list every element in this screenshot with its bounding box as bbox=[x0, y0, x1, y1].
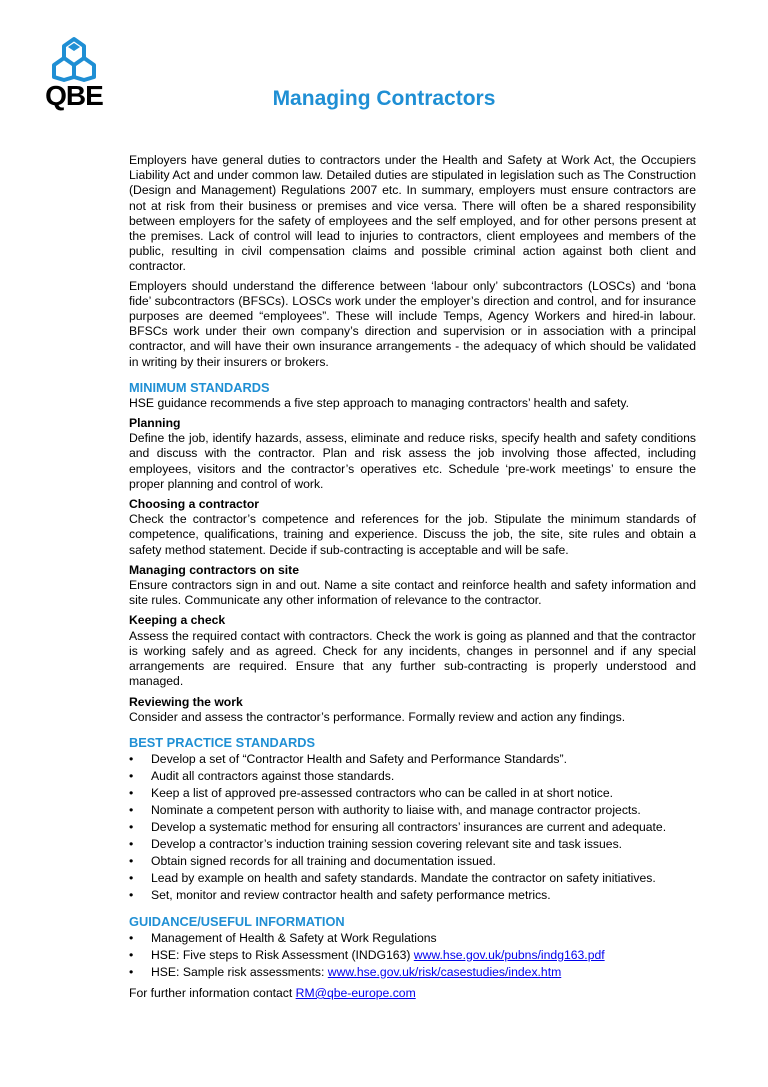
step-text: Consider and assess the contractor’s performance. Formally review and action any findings. bbox=[129, 709, 626, 724]
intro-paragraph: Employers have general duties to contractors under the Health and Safety at Work Act, the Occupiers Liability Act and under common law. Detailed duties are stipulated in legislation such as The Construction (Design and Management) Regulations 2007 etc. In summary, employers must ensure contractors are not at risk from their business or premises and vice versa. There will often be a shared responsibility between employers for the safety of employees and the self employed, and for other persons present at the premises. Lack of control will lead to injuries to contractors, client employees and members of the public, resulting in civil compensation claims and possible criminal action against both client and contractor. bbox=[129, 153, 696, 274]
step-text: Define the job, identify hazards, assess, eliminate and reduce risks, specify health and safety conditions and discuss with the contractor. Plan and risk assess the job involving those affected, including employees, visitors and the contractor’s operatives etc. Schedule ‘pre-work meetings’ to ensure the proper planning and control of work. bbox=[129, 431, 696, 491]
step-title: Keeping a check bbox=[129, 613, 226, 628]
minimum-lead: HSE guidance recommends a five step approach to managing contractors’ health and safety. bbox=[129, 395, 629, 410]
list-item: • Develop a systematic method for ensuring all contractors’ insurances are current and adequate. bbox=[129, 819, 696, 836]
qbe-logo-mark-icon bbox=[40, 36, 108, 82]
list-item: • Lead by example on health and safety standards. Mandate the contractor on safety initiatives. bbox=[129, 870, 696, 887]
list-item: • Develop a set of “Contractor Health and Safety and Performance Standards”. bbox=[129, 751, 696, 768]
list-item: • Audit all contractors against those standards. bbox=[129, 768, 696, 785]
contact-line bbox=[129, 985, 696, 1002]
list-item: • Nominate a competent person with authority to liaise with, and manage contractor projects. bbox=[129, 802, 696, 819]
case-studies-link[interactable]: www.hse.gov.uk/risk/casestudies/index.htm bbox=[327, 964, 562, 979]
list-item: • Obtain signed records for all training and documentation issued. bbox=[129, 853, 696, 870]
step-text: Check the contractor’s competence and references for the job. Stipulate the minimum standards of competence, qualifications, training and experience. Discuss the job, the site, site rules and obtain a safety method statement. Decide if sub-contracting is acceptable and will be safe. bbox=[129, 512, 696, 557]
step-title: Managing contractors on site bbox=[129, 562, 299, 577]
page-title: Managing Contractors bbox=[272, 87, 496, 110]
guidance-text: HSE: Five steps to Risk Assessment (INDG163) bbox=[151, 947, 414, 962]
contact-text: For further information contact bbox=[129, 985, 296, 1000]
list-item: • Develop a contractor’s induction training session covering relevant site and task issues. bbox=[129, 836, 696, 853]
guidance-text: Management of Health & Safety at Work Regulations bbox=[151, 930, 437, 945]
list-item bbox=[129, 930, 696, 947]
list-item bbox=[129, 964, 696, 981]
document-body bbox=[129, 153, 696, 1002]
list-item: • Set, monitor and review contractor health and safety performance metrics. bbox=[129, 887, 696, 904]
step-text: Assess the required contact with contractors. Check the work is going as planned and that the contractor is working safely and as agreed. Check for any incidents, changes in personnel and if any special arrangements are required. Ensure that any further sub-contracting is properly understood and managed. bbox=[129, 628, 696, 689]
section-heading-minimum: MINIMUM STANDARDS bbox=[129, 379, 270, 395]
list-item bbox=[129, 947, 696, 964]
guidance-list bbox=[129, 930, 696, 981]
contact-email-link[interactable]: RM@qbe-europe.com bbox=[295, 985, 416, 1000]
intro-paragraph: Employers should understand the difference between ‘labour only’ subcontractors (LOSCs) and ‘bona fide’ subcontractors (BFSCs). LOSCs work under the employer’s direction and control, and for insurance purposes are deemed “employees”. These will include Temps, Agency Workers and hired-in labour. BFSCs work under their own company’s direction and supervision or in association with a principal contractor, and will have their own insurance arrangements - the adequacy of which should be validated in writing by their insurers or brokers. bbox=[129, 278, 696, 369]
step-title: Choosing a contractor bbox=[129, 497, 260, 512]
step-title: Reviewing the work bbox=[129, 694, 243, 709]
section-heading-best-practice: BEST PRACTICE STANDARDS bbox=[129, 734, 316, 750]
section-heading-guidance: GUIDANCE/USEFUL INFORMATION bbox=[129, 913, 345, 929]
list-item: • Keep a list of approved pre-assessed contractors who can be called in at short notice. bbox=[129, 785, 696, 802]
logo-text: QBE bbox=[45, 80, 103, 111]
indg163-link[interactable]: www.hse.gov.uk/pubns/indg163.pdf bbox=[413, 947, 605, 962]
step-text: Ensure contractors sign in and out. Name a site contact and reinforce health and safety information and site rules. Communicate any other information of relevance to the contractor. bbox=[129, 578, 696, 608]
step-title: Planning bbox=[129, 416, 181, 431]
best-practice-list bbox=[129, 751, 696, 904]
guidance-text: HSE: Sample risk assessments: bbox=[151, 964, 328, 979]
